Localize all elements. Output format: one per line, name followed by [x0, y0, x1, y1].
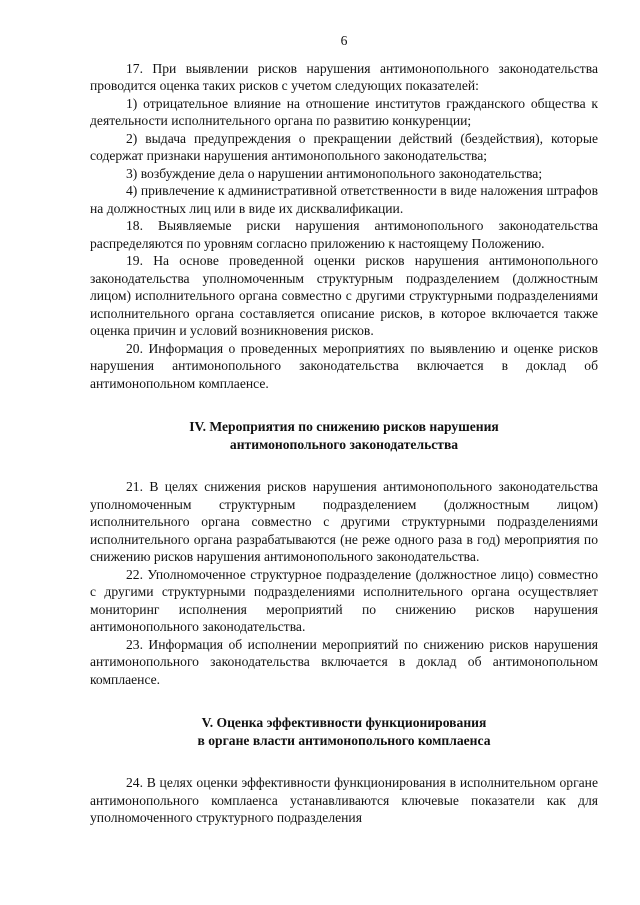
heading-v-line1: V. Оценка эффективности функционирования	[201, 715, 487, 730]
heading-v-line2: в органе власти антимонопольного комплаенса	[197, 733, 491, 748]
section-heading-v	[90, 714, 598, 750]
list-item-1: 1) отрицательное влияние на отношение институтов гражданского общества к деятельности исполнительного органа по развитию конкуренции;	[90, 95, 598, 128]
paragraph-19: 19. На основе проведенной оценки рисков нарушения антимонопольного законодательства уполномоченным структурным подразделением (должностным лицом) исполнительного органа совместно с другими структурными подразделениями исполнительного органа составляется описание рисков, в которое включается также оценка причин и условий возникновения рисков.	[90, 253, 598, 338]
paragraph-23: 23. Информация об исполнении мероприятий по снижению рисков нарушения антимонопольного законодательства включается в доклад об антимонопольном комплаенсе.	[90, 636, 598, 687]
list-item-4: 4) привлечение к административной ответственности в виде наложения штрафов на должностных лиц или в виде их дисквалификации.	[90, 183, 598, 216]
section-block-3	[90, 774, 598, 827]
paragraph-18: 18. Выявляемые риски нарушения антимонопольного законодательства распределяются по уровням согласно приложению к настоящему Положению.	[90, 218, 598, 251]
section-block-1	[90, 60, 598, 393]
document-page	[90, 32, 598, 827]
paragraph-21: 21. В целях снижения рисков нарушения антимонопольного законодательства уполномоченным структурным подразделением (должностным лицом) исполнительного органа совместно с другими структурными подразделениями исполнительного органа разрабатываются (не реже одного раза в год) мероприятия по снижению рисков нарушения антимонопольного законодательства.	[90, 479, 598, 564]
list-item-2: 2) выдача предупреждения о прекращении действий (бездействия), которые содержат признаки нарушения антимонопольного законодательства;	[90, 130, 598, 163]
heading-iv-line2: антимонопольного законодательства	[229, 437, 459, 452]
paragraph-20: 20. Информация о проведенных мероприятиях по выявлению и оценке рисков нарушения антимонопольного законодательства включается в доклад об антимонопольном комплаенсе.	[90, 340, 598, 391]
section-block-2	[90, 478, 598, 688]
paragraph-17: 17. При выявлении рисков нарушения антимонопольного законодательства проводится оценка таких рисков с учетом следующих показателей:	[90, 60, 598, 93]
heading-iv-line1: IV. Мероприятия по снижению рисков нарушения	[189, 419, 499, 434]
paragraph-24: 24. В целях оценки эффективности функционирования в исполнительном органе антимонопольного комплаенса устанавливаются ключевые показатели как для уполномоченного структурного подразделения	[90, 775, 598, 825]
page-number: 6	[340, 33, 348, 48]
list-item-3: 3) возбуждение дела о нарушении антимонопольного законодательства;	[126, 165, 543, 181]
section-heading-iv	[90, 418, 598, 454]
paragraph-22: 22. Уполномоченное структурное подразделение (должностное лицо) совместно с другими структурными подразделениями исполнительного органа осуществляет мониторинг исполнения мероприятий по снижению рисков нарушения антимонопольного законодательства.	[90, 566, 598, 634]
